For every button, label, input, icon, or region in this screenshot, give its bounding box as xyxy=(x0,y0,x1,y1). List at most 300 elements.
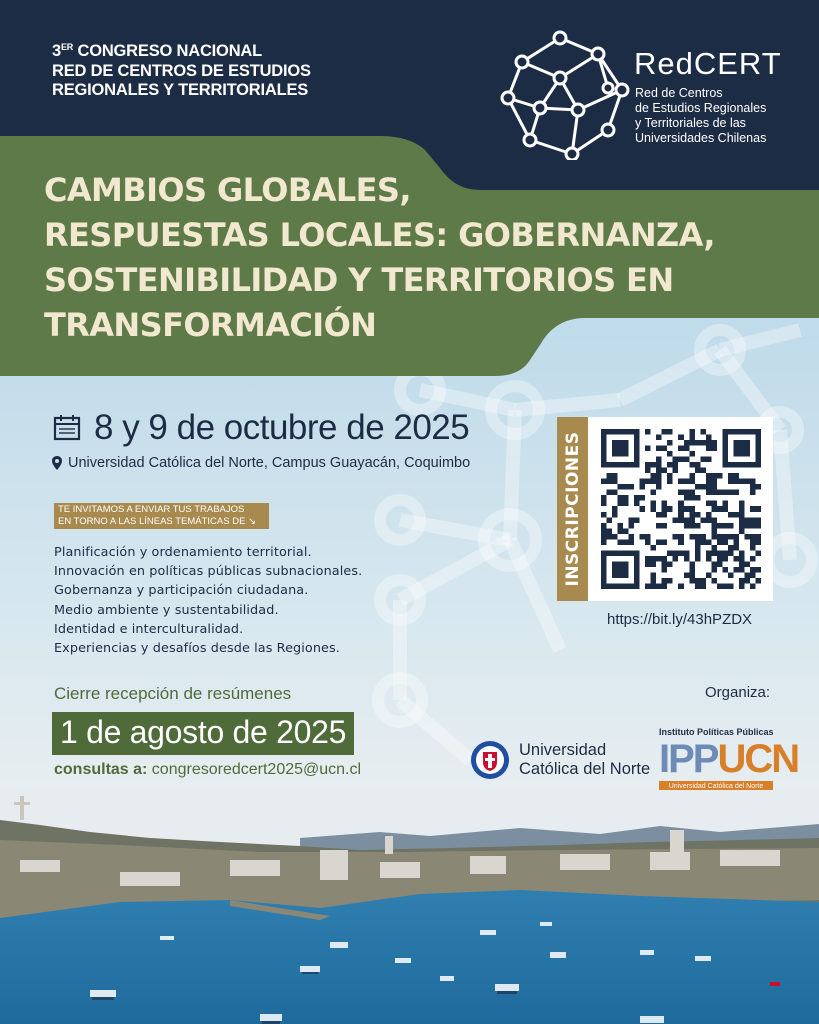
qr-module xyxy=(711,528,717,534)
qr-module xyxy=(607,583,613,589)
qr-module xyxy=(645,539,651,545)
qr-module xyxy=(755,484,761,490)
qr-module xyxy=(601,550,607,556)
qr-module xyxy=(612,446,618,452)
qr-module xyxy=(640,484,646,490)
qr-module xyxy=(678,457,684,463)
qr-module xyxy=(733,479,739,485)
qr-module xyxy=(750,545,756,551)
qr-module xyxy=(607,550,613,556)
qr-module xyxy=(750,572,756,578)
qr-module xyxy=(739,429,745,435)
qr-module xyxy=(629,583,635,589)
qr-module xyxy=(750,539,756,545)
qr-module xyxy=(689,567,695,573)
registration-qr-card[interactable] xyxy=(557,417,773,601)
qr-module xyxy=(755,550,761,556)
qr-module xyxy=(722,490,728,496)
qr-module xyxy=(744,517,750,523)
qr-module xyxy=(706,512,712,518)
qr-module xyxy=(695,539,701,545)
qr-module xyxy=(695,545,701,551)
qr-module xyxy=(728,490,734,496)
qr-module xyxy=(612,490,618,496)
qr-module xyxy=(645,561,651,567)
qr-module xyxy=(755,446,761,452)
qr-module xyxy=(612,462,618,468)
deadline-label: Cierre recepción de resúmenes xyxy=(54,684,292,703)
qr-module xyxy=(711,523,717,529)
qr-module xyxy=(612,440,618,446)
qr-module xyxy=(684,517,690,523)
qr-module xyxy=(728,429,734,435)
qr-module xyxy=(711,501,717,507)
qr-module xyxy=(750,506,756,512)
list-item: Innovación en políticas públicas subnacionales. xyxy=(54,564,363,580)
congress-line2: RED DE CENTROS DE ESTUDIOS xyxy=(52,61,311,80)
list-item: Identidad e interculturalidad. xyxy=(54,621,244,637)
contact-label: consultas a: xyxy=(54,761,148,778)
qr-module xyxy=(739,501,745,507)
qr-module xyxy=(711,479,717,485)
qr-module xyxy=(601,534,607,540)
qr-module xyxy=(689,429,695,435)
ipp-logo-part-a: IPP xyxy=(659,737,718,781)
qr-module xyxy=(601,501,607,507)
qr-module xyxy=(656,446,662,452)
event-date: 8 y 9 de octubre de 2025 xyxy=(94,408,470,447)
qr-module xyxy=(601,457,607,463)
qr-module xyxy=(623,567,629,573)
qr-module xyxy=(634,572,640,578)
qr-module xyxy=(612,567,618,573)
logo-sub-line3: y Territoriales de las xyxy=(635,116,746,130)
qr-code-icon[interactable] xyxy=(601,429,761,589)
qr-module xyxy=(755,457,761,463)
qr-module xyxy=(700,539,706,545)
qr-module xyxy=(717,583,723,589)
qr-module xyxy=(739,523,745,529)
qr-module xyxy=(722,567,728,573)
qr-module xyxy=(695,578,701,584)
qr-module xyxy=(634,578,640,584)
qr-module xyxy=(722,440,728,446)
qr-module xyxy=(739,578,745,584)
qr-module xyxy=(711,561,717,567)
qr-module xyxy=(634,457,640,463)
qr-module xyxy=(601,583,607,589)
list-item: Planificación y ordenamiento territorial. xyxy=(54,545,312,560)
qr-module xyxy=(728,479,734,485)
qr-module xyxy=(722,583,728,589)
qr-module xyxy=(656,435,662,441)
qr-module xyxy=(706,550,712,556)
event-date-row xyxy=(52,408,469,448)
qr-module xyxy=(667,429,673,435)
thematic-lines-list xyxy=(54,543,362,658)
qr-module xyxy=(667,473,673,479)
qr-module xyxy=(634,462,640,468)
logo-sub-line4: Universidades Chilenas xyxy=(635,131,767,145)
qr-module xyxy=(634,583,640,589)
qr-module xyxy=(706,517,712,523)
congress-heading xyxy=(52,38,311,101)
qr-module xyxy=(623,484,629,490)
logo-sub-line2: de Estudios Regionales xyxy=(635,101,767,115)
qr-module xyxy=(728,523,734,529)
qr-module xyxy=(711,517,717,523)
qr-module xyxy=(722,429,728,435)
qr-module xyxy=(739,528,745,534)
qr-module xyxy=(684,446,690,452)
qr-module xyxy=(695,556,701,562)
qr-module xyxy=(684,506,690,512)
qr-module xyxy=(722,523,728,529)
qr-module xyxy=(629,484,635,490)
qr-module xyxy=(618,539,624,545)
qr-module xyxy=(695,462,701,468)
qr-module xyxy=(695,484,701,490)
title-line3: SOSTENIBILIDAD Y TERRITORIOS EN xyxy=(44,261,674,299)
qr-module xyxy=(640,495,646,501)
qr-module xyxy=(689,462,695,468)
qr-module xyxy=(695,534,701,540)
qr-module xyxy=(645,429,651,435)
qr-module xyxy=(618,451,624,457)
event-place: Universidad Católica del Norte, Campus Guayacán, Coquimbo xyxy=(68,455,471,471)
qr-module xyxy=(612,512,618,518)
qr-module xyxy=(733,462,739,468)
qr-module xyxy=(695,440,701,446)
qr-module xyxy=(739,462,745,468)
qr-module xyxy=(733,567,739,573)
qr-module xyxy=(706,539,712,545)
qr-module xyxy=(673,457,679,463)
qr-module xyxy=(755,506,761,512)
qr-module xyxy=(634,451,640,457)
qr-module xyxy=(607,528,613,534)
qr-module xyxy=(744,440,750,446)
invite-line1: TE INVITAMOS A ENVIAR TUS TRABAJOS xyxy=(58,504,245,515)
qr-module xyxy=(728,462,734,468)
qr-module xyxy=(651,506,657,512)
qr-module xyxy=(662,578,668,584)
congress-ordinal-suffix: ER xyxy=(60,42,74,52)
qr-module xyxy=(711,506,717,512)
qr-module xyxy=(750,523,756,529)
qr-module xyxy=(750,484,756,490)
qr-module xyxy=(700,468,706,474)
qr-module xyxy=(733,512,739,518)
qr-module xyxy=(645,479,651,485)
qr-module xyxy=(640,506,646,512)
qr-module xyxy=(656,479,662,485)
qr-module xyxy=(733,539,739,545)
qr-module xyxy=(678,550,684,556)
qr-module xyxy=(678,517,684,523)
qr-module xyxy=(634,440,640,446)
qr-module xyxy=(651,578,657,584)
qr-module xyxy=(744,479,750,485)
coquimbo-bay-photo xyxy=(0,790,819,1024)
qr-module xyxy=(750,556,756,562)
qr-module xyxy=(607,462,613,468)
qr-module xyxy=(717,561,723,567)
qr-module xyxy=(695,468,701,474)
main-title xyxy=(44,168,784,348)
qr-module xyxy=(717,523,723,529)
qr-module xyxy=(651,490,657,496)
qr-module xyxy=(662,468,668,474)
qr-module xyxy=(678,490,684,496)
qr-module xyxy=(678,512,684,518)
qr-module xyxy=(623,429,629,435)
qr-module xyxy=(656,556,662,562)
qr-module xyxy=(601,567,607,573)
qr-module xyxy=(618,495,624,501)
qr-module xyxy=(623,550,629,556)
qr-module xyxy=(634,501,640,507)
qr-module xyxy=(623,539,629,545)
qr-module xyxy=(700,440,706,446)
qr-module xyxy=(739,446,745,452)
qr-module xyxy=(684,572,690,578)
qr-module xyxy=(645,534,651,540)
qr-module xyxy=(678,506,684,512)
qr-module xyxy=(678,501,684,507)
qr-module xyxy=(744,534,750,540)
qr-module xyxy=(629,539,635,545)
qr-module xyxy=(689,479,695,485)
qr-module xyxy=(755,440,761,446)
qr-module xyxy=(684,550,690,556)
qr-module xyxy=(601,572,607,578)
congress-line3: REGIONALES Y TERRITORIALES xyxy=(52,81,309,99)
qr-module xyxy=(744,523,750,529)
qr-module xyxy=(607,517,613,523)
qr-module xyxy=(711,473,717,479)
qr-module xyxy=(601,528,607,534)
qr-module xyxy=(618,523,624,529)
qr-module xyxy=(601,495,607,501)
qr-module xyxy=(673,550,679,556)
qr-module xyxy=(601,479,607,485)
qr-module xyxy=(717,556,723,562)
qr-module xyxy=(706,479,712,485)
qr-module xyxy=(629,429,635,435)
qr-module xyxy=(618,528,624,534)
qr-module xyxy=(634,550,640,556)
qr-module xyxy=(700,517,706,523)
qr-module xyxy=(733,534,739,540)
registration-label-strip xyxy=(557,417,588,601)
qr-module xyxy=(739,512,745,518)
qr-module xyxy=(673,517,679,523)
qr-module xyxy=(623,495,629,501)
qr-module xyxy=(755,567,761,573)
qr-module xyxy=(744,572,750,578)
qr-module xyxy=(689,451,695,457)
qr-module xyxy=(667,578,673,584)
qr-module xyxy=(651,572,657,578)
qr-module xyxy=(700,534,706,540)
redcert-logo-icon xyxy=(500,30,630,160)
qr-module xyxy=(739,479,745,485)
qr-module xyxy=(684,457,690,463)
ipp-ucn-logo xyxy=(659,738,798,780)
qr-module xyxy=(634,429,640,435)
qr-module xyxy=(678,446,684,452)
qr-module xyxy=(689,517,695,523)
qr-module xyxy=(662,429,668,435)
qr-module xyxy=(689,435,695,441)
qr-module xyxy=(722,550,728,556)
qr-module xyxy=(739,583,745,589)
qr-module xyxy=(645,446,651,452)
qr-module xyxy=(684,556,690,562)
qr-module xyxy=(612,561,618,567)
qr-module xyxy=(717,550,723,556)
qr-module xyxy=(662,523,668,529)
qr-module xyxy=(662,539,668,545)
qr-module xyxy=(750,479,756,485)
logo-sub-line1: Red de Centros xyxy=(635,86,723,100)
qr-module xyxy=(739,440,745,446)
qr-module xyxy=(711,545,717,551)
qr-module xyxy=(656,583,662,589)
ucn-name xyxy=(519,741,650,779)
qr-module xyxy=(755,435,761,441)
qr-module xyxy=(618,446,624,452)
qr-module xyxy=(755,578,761,584)
qr-module xyxy=(722,556,728,562)
qr-module xyxy=(662,512,668,518)
qr-module xyxy=(651,583,657,589)
qr-module xyxy=(667,550,673,556)
qr-module xyxy=(739,451,745,457)
qr-module xyxy=(678,479,684,485)
qr-module xyxy=(706,435,712,441)
qr-module xyxy=(667,561,673,567)
qr-module xyxy=(601,435,607,441)
qr-module xyxy=(634,517,640,523)
invite-tag xyxy=(54,503,269,529)
qr-module xyxy=(662,561,668,567)
qr-module xyxy=(711,567,717,573)
qr-module xyxy=(601,429,607,435)
qr-module xyxy=(689,523,695,529)
qr-module xyxy=(728,512,734,518)
qr-module xyxy=(629,523,635,529)
qr-module xyxy=(722,435,728,441)
qr-module xyxy=(722,506,728,512)
qr-module xyxy=(623,501,629,507)
qr-module xyxy=(744,429,750,435)
qr-module xyxy=(623,583,629,589)
qr-module xyxy=(673,462,679,468)
event-place-row xyxy=(52,455,470,471)
qr-module xyxy=(645,462,651,468)
qr-module xyxy=(722,462,728,468)
qr-module xyxy=(700,484,706,490)
qr-module xyxy=(618,583,624,589)
title-line4: TRANSFORMACIÓN xyxy=(44,306,377,344)
qr-module xyxy=(678,583,684,589)
qr-module xyxy=(695,495,701,501)
qr-module xyxy=(728,534,734,540)
qr-module xyxy=(651,501,657,507)
qr-module xyxy=(656,457,662,463)
qr-module xyxy=(744,446,750,452)
qr-module xyxy=(750,534,756,540)
qr-module xyxy=(612,534,618,540)
calendar-icon xyxy=(52,413,82,443)
qr-module xyxy=(739,567,745,573)
qr-module xyxy=(744,451,750,457)
qr-module xyxy=(722,446,728,452)
qr-module xyxy=(750,429,756,435)
qr-module xyxy=(678,534,684,540)
qr-module xyxy=(656,512,662,518)
qr-module xyxy=(634,567,640,573)
logo-subtitle xyxy=(635,86,766,146)
qr-module xyxy=(706,556,712,562)
qr-module xyxy=(612,506,618,512)
qr-module xyxy=(612,479,618,485)
qr-module xyxy=(651,462,657,468)
qr-module xyxy=(728,550,734,556)
qr-module xyxy=(755,451,761,457)
qr-module xyxy=(673,534,679,540)
deadline-date: 1 de agosto de 2025 xyxy=(52,712,354,755)
qr-module xyxy=(607,429,613,435)
qr-module xyxy=(728,583,734,589)
qr-module xyxy=(689,506,695,512)
qr-module xyxy=(717,506,723,512)
registration-url[interactable]: https://bit.ly/43hPZDX xyxy=(607,611,753,628)
qr-module xyxy=(684,495,690,501)
qr-module xyxy=(689,578,695,584)
qr-module xyxy=(651,479,657,485)
title-line2: RESPUESTAS LOCALES: GOBERNANZA, xyxy=(44,216,715,254)
qr-module xyxy=(733,556,739,562)
qr-module xyxy=(612,473,618,479)
ipp-university-bar: Universidad Católica del Norte xyxy=(659,781,773,792)
qr-module xyxy=(684,440,690,446)
list-item: Experiencias y desafíos desde las Regiones. xyxy=(54,641,340,657)
qr-module xyxy=(700,429,706,435)
contact-email[interactable]: congresoredcert2025@ucn.cl xyxy=(147,761,362,778)
qr-module xyxy=(612,572,618,578)
qr-module xyxy=(706,440,712,446)
qr-module xyxy=(706,473,712,479)
qr-module xyxy=(700,578,706,584)
qr-module xyxy=(700,583,706,589)
qr-module xyxy=(744,578,750,584)
qr-module xyxy=(695,550,701,556)
qr-module xyxy=(755,534,761,540)
registration-label: INSCRIPCIONES xyxy=(562,431,583,587)
qr-module xyxy=(684,479,690,485)
qr-module xyxy=(667,451,673,457)
qr-module xyxy=(601,446,607,452)
qr-module xyxy=(651,473,657,479)
qr-module xyxy=(717,539,723,545)
qr-module xyxy=(706,501,712,507)
qr-module xyxy=(656,539,662,545)
qr-module xyxy=(612,451,618,457)
qr-module xyxy=(722,451,728,457)
